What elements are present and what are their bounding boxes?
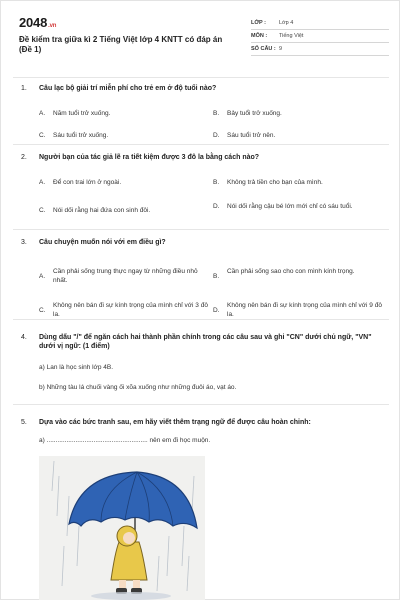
option-text: Năm tuổi trở xuống. <box>53 110 111 117</box>
meta-value: Tiếng Việt <box>279 33 304 39</box>
meta-value: Lớp 4 <box>279 20 294 26</box>
option-b[interactable] <box>213 267 383 281</box>
option-d[interactable] <box>213 301 383 319</box>
question-text: Dùng dấu "/" để ngăn cách hai thành phần chính trong các câu sau và ghi "CN" dưới chủ ngữ, "VN" dưới vị ngữ: (1 điểm) <box>39 334 372 350</box>
divider <box>13 229 389 230</box>
option-letter: B. <box>213 179 220 186</box>
site-logo[interactable] <box>19 15 56 30</box>
fill-in-item: a) ........................................................ nên em đi học muộn. <box>39 437 211 444</box>
option-c[interactable] <box>39 206 209 215</box>
option-a[interactable] <box>39 267 209 285</box>
option-c[interactable] <box>39 301 209 319</box>
option-d[interactable] <box>213 131 383 140</box>
question-header <box>21 153 381 162</box>
question-header <box>21 333 381 351</box>
option-b[interactable] <box>213 109 383 118</box>
question-number: 5. <box>21 419 27 426</box>
logo-text: 2048 <box>19 15 48 30</box>
question-header <box>21 238 381 247</box>
option-letter: A. <box>39 273 46 280</box>
sentence-item: a) Lan là học sinh lớp 4B. <box>39 364 114 371</box>
question-header <box>21 418 381 427</box>
option-letter: C. <box>39 307 46 314</box>
option-text: Để con trai lớn ở ngoài. <box>53 179 122 186</box>
option-a[interactable] <box>39 109 209 118</box>
question-number: 3. <box>21 239 27 246</box>
option-letter: D. <box>213 203 220 210</box>
question-number: 1. <box>21 85 27 92</box>
question-text: Câu chuyện muốn nói với em điều gì? <box>39 239 166 246</box>
option-letter: D. <box>213 132 220 139</box>
option-d[interactable] <box>213 202 383 211</box>
meta-row-count <box>251 43 389 56</box>
option-b[interactable] <box>213 178 383 187</box>
logo-suffix: .vn <box>48 23 57 29</box>
question-4 <box>21 333 381 392</box>
question-header <box>21 84 381 93</box>
divider <box>13 144 389 145</box>
option-text: Không nên bán đi sự kính trọng của mình chỉ với 9 đô la. <box>227 302 382 318</box>
option-text: Cần phải sống sao cho con mình kính trọng. <box>227 268 355 275</box>
options <box>39 93 381 139</box>
question-5 <box>21 418 381 445</box>
option-c[interactable] <box>39 131 209 140</box>
document-header <box>13 11 389 63</box>
divider <box>13 77 389 78</box>
divider <box>13 404 389 405</box>
option-text: Không trả tiền cho bạn của mình. <box>227 179 323 186</box>
option-letter: D. <box>213 307 220 314</box>
option-text: Nói dối rằng cậu bé lớn mới chỉ có sáu tuổi. <box>227 203 353 210</box>
option-text: Sáu tuổi trở nên. <box>227 132 276 139</box>
option-letter: A. <box>39 110 46 117</box>
option-text: Bảy tuổi trở xuống. <box>227 110 282 117</box>
option-letter: C. <box>39 132 46 139</box>
option-letter: B. <box>213 273 220 280</box>
option-letter: C. <box>39 207 46 214</box>
divider <box>13 319 389 320</box>
option-text: Không nên bán đi sự kính trọng của mình chỉ với 3 đô la. <box>53 302 208 318</box>
question-text: Người bạn của tác giả lẽ ra tiết kiệm được 3 đô la bằng cách nào? <box>39 154 260 161</box>
question-text: Câu lạc bộ giải trí miễn phí cho trẻ em ở độ tuổi nào? <box>39 85 217 92</box>
question-text: Dựa vào các bức tranh sau, em hãy viết thêm trạng ngữ để được câu hoàn chỉnh: <box>39 419 311 426</box>
umbrella-illustration <box>39 456 205 600</box>
illustration-child-umbrella <box>39 456 205 600</box>
question-3 <box>21 238 382 318</box>
option-text: Nói dối rằng hai đứa con sinh đôi. <box>53 207 151 214</box>
meta-key: SỐ CÂU : <box>251 46 276 52</box>
question-1 <box>21 84 381 139</box>
meta-row-subject <box>251 30 389 43</box>
meta-table <box>251 17 389 56</box>
document-title: Đề kiểm tra giữa kì 2 Tiếng Việt lớp 4 KNTT có đáp án (Đề 1) <box>19 35 223 54</box>
option-letter: A. <box>39 179 46 186</box>
meta-row-class <box>251 17 389 30</box>
question-number: 4. <box>21 334 27 341</box>
meta-key: MÔN : <box>251 33 268 39</box>
question-2 <box>21 153 381 214</box>
option-letter: B. <box>213 110 220 117</box>
sentence-item: b) Những tàu lá chuối vàng ối xõa xuống như những đuôi áo, vạt áo. <box>39 384 237 391</box>
meta-value: 9 <box>279 46 283 52</box>
meta-key: LỚP : <box>251 20 266 26</box>
option-text: Sáu tuổi trở xuống. <box>53 132 109 139</box>
option-a[interactable] <box>39 178 209 187</box>
option-text: Cần phải sống trung thực ngay từ những điều nhỏ nhất. <box>53 268 198 284</box>
question-number: 2. <box>21 154 27 161</box>
